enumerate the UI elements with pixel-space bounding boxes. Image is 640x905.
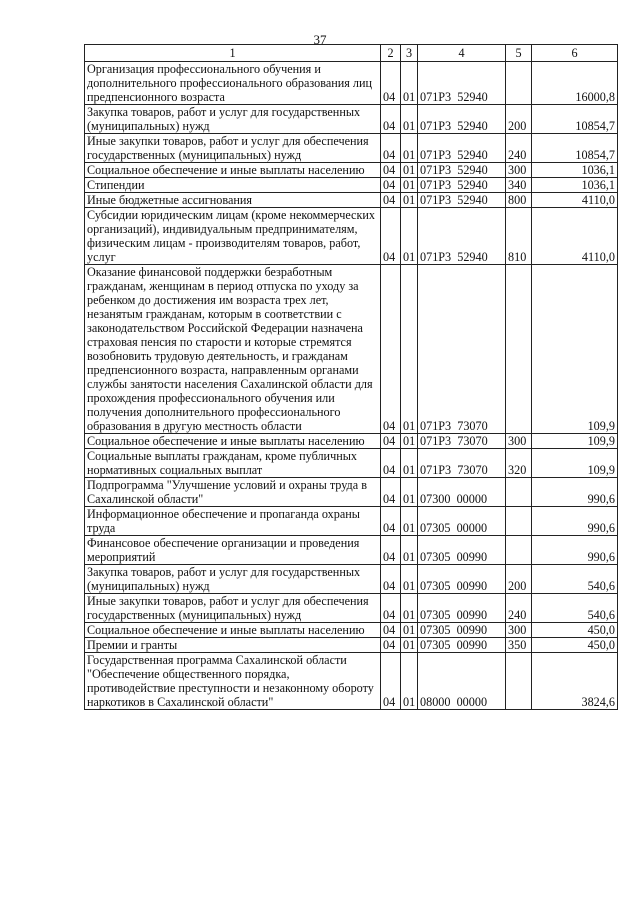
row-expense-type: 350 [506,638,532,653]
row-target-article: 07305 00990 [418,638,506,653]
row-expense-type: 200 [506,565,532,594]
row-target-article: 071Р3 73070 [418,265,506,434]
table-row [85,163,618,178]
table-row [85,565,618,594]
row-section: 04 [381,507,401,536]
row-amount: 450,0 [532,638,618,653]
row-target-article: 071Р3 52940 [418,62,506,105]
row-subsection: 01 [401,565,418,594]
row-description: Подпрограмма "Улучшение условий и охраны труда в Сахалинской области" [85,478,381,507]
table-row [85,478,618,507]
row-expense-type [506,265,532,434]
row-target-article: 071Р3 52940 [418,193,506,208]
row-description: Иные бюджетные ассигнования [85,193,381,208]
row-section: 04 [381,208,401,265]
row-target-article: 071Р3 52940 [418,163,506,178]
row-section: 04 [381,62,401,105]
row-target-article: 07305 00990 [418,536,506,565]
row-expense-type: 810 [506,208,532,265]
header-col-2: 2 [381,45,401,62]
row-amount: 1036,1 [532,178,618,193]
row-amount: 3824,6 [532,653,618,710]
row-section: 04 [381,478,401,507]
table-row [85,594,618,623]
row-target-article: 071Р3 52940 [418,134,506,163]
table-row [85,449,618,478]
row-subsection: 01 [401,478,418,507]
row-target-article: 071Р3 73070 [418,434,506,449]
row-section: 04 [381,653,401,710]
row-section: 04 [381,434,401,449]
table-body [85,62,618,710]
row-amount: 540,6 [532,565,618,594]
table-header [85,45,618,62]
header-row [85,45,618,62]
row-section: 04 [381,193,401,208]
row-target-article: 07300 00000 [418,478,506,507]
row-section: 04 [381,565,401,594]
row-description: Организация профессионального обучения и дополнительного профессионального образования лиц предпенсионного возраста [85,62,381,105]
row-amount: 450,0 [532,623,618,638]
header-col-5: 5 [506,45,532,62]
row-expense-type: 240 [506,594,532,623]
row-subsection: 01 [401,163,418,178]
table-row [85,134,618,163]
table-row [85,193,618,208]
budget-table [84,44,618,710]
row-description: Социальное обеспечение и иные выплаты населению [85,163,381,178]
row-subsection: 01 [401,134,418,163]
row-description: Иные закупки товаров, работ и услуг для обеспечения государственных (муниципальных) нужд [85,594,381,623]
row-target-article: 071Р3 52940 [418,105,506,134]
row-section: 04 [381,623,401,638]
row-subsection: 01 [401,594,418,623]
row-target-article: 08000 00000 [418,653,506,710]
row-subsection: 01 [401,449,418,478]
row-expense-type: 240 [506,134,532,163]
row-amount: 990,6 [532,478,618,507]
row-subsection: 01 [401,105,418,134]
row-description: Оказание финансовой поддержки безработным гражданам, женщинам в период отпуска по уходу за ребенком до достижения им возраста трех лет, незанятым гражданам, которым в соответствии с законодательством Российской Федерации назначена страховая пенсия по старости и которые стремятся возобновить трудовую деятельность, и гражданам предпенсионного возраста, направленным органами службы занятости населения Сахалинской области для прохождения профессионального обучения или получения дополнительного профессионального образования в другую местность области [85,265,381,434]
row-expense-type [506,536,532,565]
row-amount: 4110,0 [532,193,618,208]
row-amount: 990,6 [532,507,618,536]
row-expense-type: 300 [506,434,532,449]
row-expense-type [506,478,532,507]
row-amount: 540,6 [532,594,618,623]
row-subsection: 01 [401,434,418,449]
row-section: 04 [381,536,401,565]
row-amount: 109,9 [532,265,618,434]
row-expense-type: 800 [506,193,532,208]
table-row [85,105,618,134]
row-section: 04 [381,134,401,163]
table-row [85,653,618,710]
row-amount: 109,9 [532,449,618,478]
row-subsection: 01 [401,536,418,565]
row-subsection: 01 [401,623,418,638]
header-col-3: 3 [401,45,418,62]
table-row [85,434,618,449]
row-expense-type: 300 [506,623,532,638]
row-subsection: 01 [401,507,418,536]
row-description: Социальное обеспечение и иные выплаты населению [85,434,381,449]
row-subsection: 01 [401,193,418,208]
row-description: Закупка товаров, работ и услуг для государственных (муниципальных) нужд [85,565,381,594]
row-section: 04 [381,449,401,478]
table-row [85,623,618,638]
row-expense-type: 340 [506,178,532,193]
row-amount: 1036,1 [532,163,618,178]
header-col-4: 4 [418,45,506,62]
row-expense-type: 320 [506,449,532,478]
row-amount: 10854,7 [532,105,618,134]
row-description: Государственная программа Сахалинской области "Обеспечение общественного порядка, противодействие преступности и незаконному обороту наркотиков в Сахалинской области" [85,653,381,710]
row-expense-type [506,62,532,105]
row-subsection: 01 [401,638,418,653]
row-subsection: 01 [401,653,418,710]
row-target-article: 07305 00990 [418,594,506,623]
row-description: Иные закупки товаров, работ и услуг для обеспечения государственных (муниципальных) нужд [85,134,381,163]
row-section: 04 [381,163,401,178]
row-section: 04 [381,638,401,653]
row-target-article: 071Р3 52940 [418,208,506,265]
table-row [85,507,618,536]
table-row [85,178,618,193]
header-col-1: 1 [85,45,381,62]
row-expense-type [506,653,532,710]
table-row [85,62,618,105]
row-target-article: 07305 00000 [418,507,506,536]
row-expense-type [506,507,532,536]
row-description: Социальное обеспечение и иные выплаты населению [85,623,381,638]
row-subsection: 01 [401,208,418,265]
row-description: Субсидии юридическим лицам (кроме некоммерческих организаций), индивидуальным предпринимателям, физическим лицам - производителям товаров, работ, услуг [85,208,381,265]
table-row [85,265,618,434]
row-amount: 109,9 [532,434,618,449]
row-target-article: 07305 00990 [418,623,506,638]
row-description: Социальные выплаты гражданам, кроме публичных нормативных социальных выплат [85,449,381,478]
page-number: 37 [313,32,327,47]
table-row [85,638,618,653]
row-description: Премии и гранты [85,638,381,653]
row-expense-type: 200 [506,105,532,134]
row-description: Стипендии [85,178,381,193]
row-subsection: 01 [401,62,418,105]
row-target-article: 07305 00990 [418,565,506,594]
row-target-article: 071Р3 73070 [418,449,506,478]
row-description: Информационное обеспечение и пропаганда охраны труда [85,507,381,536]
header-col-6: 6 [532,45,618,62]
table-row [85,536,618,565]
row-section: 04 [381,265,401,434]
row-amount: 10854,7 [532,134,618,163]
row-expense-type: 300 [506,163,532,178]
row-description: Финансовое обеспечение организации и проведения мероприятий [85,536,381,565]
row-section: 04 [381,178,401,193]
table-row [85,208,618,265]
row-section: 04 [381,594,401,623]
row-subsection: 01 [401,178,418,193]
row-section: 04 [381,105,401,134]
row-target-article: 071Р3 52940 [418,178,506,193]
row-amount: 4110,0 [532,208,618,265]
row-amount: 990,6 [532,536,618,565]
row-description: Закупка товаров, работ и услуг для государственных (муниципальных) нужд [85,105,381,134]
row-amount: 16000,8 [532,62,618,105]
row-subsection: 01 [401,265,418,434]
